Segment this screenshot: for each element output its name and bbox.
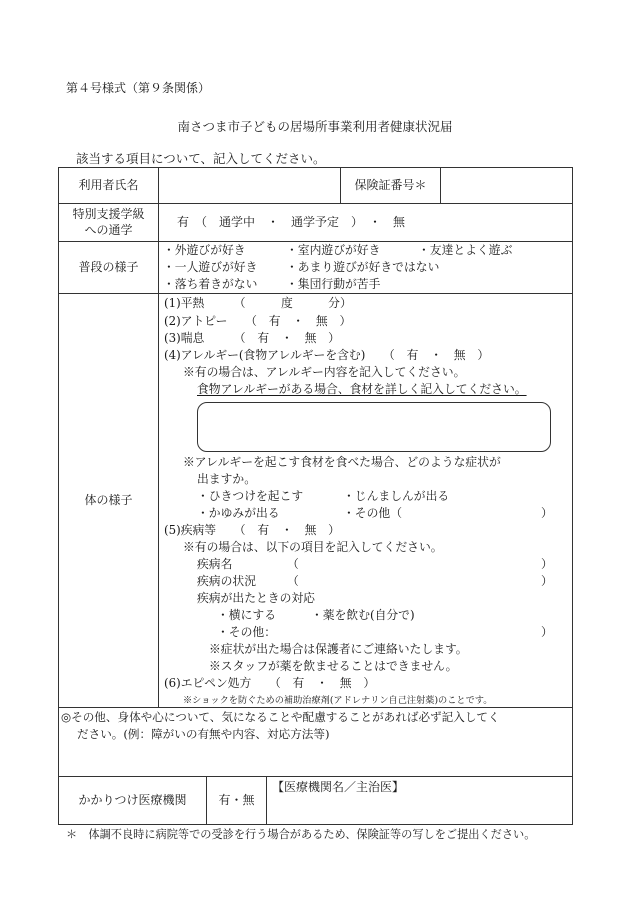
daily-option-group-difficulty[interactable]: ・集団行動が苦手 — [286, 277, 381, 291]
disease-response-label: 疾病が出たときの対応 — [197, 591, 315, 605]
clinic-yes-no[interactable]: 有・無 — [218, 792, 255, 807]
disease-name-label: 疾病名 — [197, 557, 233, 571]
table-border-bottom — [58, 824, 573, 825]
special-class-options[interactable]: 有 （ 通学中 ・ 通学予定 ） ・ 無 — [177, 215, 406, 229]
other-notes-prompt: ◎その他、身体や心について、気になることや配慮することがあれば必ず記入してく — [61, 710, 500, 724]
atopy-item[interactable]: (2)アトピー （ 有 ・ 無 ） — [164, 314, 352, 328]
disease-item[interactable]: (5)疾病等 （ 有 ・ 無 ） — [164, 523, 340, 537]
footer-note: ＊ 体調不良時に病院等での受診を行う場合があるため、保険証等の写しをご提出ください。 — [66, 828, 536, 841]
daily-option-indoor[interactable]: ・室内遊びが好き — [286, 243, 381, 257]
contact-guardian-note: ※症状が出た場合は保護者にご連絡いたします。 — [209, 642, 468, 656]
symptom-question: ※アレルギーを起こす食材を食べた場合、どのような症状が — [183, 455, 501, 469]
paren-open: （ — [287, 574, 299, 588]
symptom-option-itch[interactable]: ・かゆみが出る — [197, 506, 280, 520]
disease-note: ※有の場合は、以下の項目を記入してください。 — [183, 540, 443, 554]
other-notes-prompt-cont: ださい。(例：障がいの有無や内容、対応方法等) — [77, 727, 330, 741]
allergy-item[interactable]: (4)アレルギー(食物アレルギーを含む) （ 有 ・ 無 ） — [164, 348, 490, 362]
daily-option-restless[interactable]: ・落ち着きがない — [163, 277, 258, 291]
label-column-divider — [158, 167, 159, 707]
paren-open: （ — [287, 557, 299, 571]
symptom-question-cont: 出ますか。 — [197, 472, 256, 486]
special-class-label — [59, 204, 158, 241]
epipen-item[interactable]: (6)エピペン処方 （ 有 ・ 無 ） — [164, 676, 376, 690]
asthma-item[interactable]: (3)喘息 （ 有 ・ 無 ） — [164, 331, 340, 345]
row-divider — [58, 707, 573, 708]
user-name-label: 利用者氏名 — [78, 177, 139, 192]
paren-close: ） — [541, 506, 553, 520]
response-option-lie-down[interactable]: ・横にする — [217, 608, 276, 622]
daily-option-outdoor[interactable]: ・外遊びが好き — [163, 243, 246, 257]
user-name-field[interactable] — [159, 168, 340, 203]
food-allergy-note: 食物アレルギーがある場合、食材を詳しく記入してください。 — [197, 382, 527, 396]
staff-medicine-note: ※スタッフが薬を飲ませることはできません。 — [209, 659, 458, 673]
paren-close: ） — [541, 557, 553, 571]
daily-option-friends[interactable]: ・友達とよく遊ぶ — [418, 243, 513, 257]
symptom-option-seizure[interactable]: ・ひきつけを起こす — [197, 489, 304, 503]
family-clinic-label: かかりつけ医療機関 — [78, 792, 187, 807]
symptom-option-other[interactable]: ・その他（ — [343, 506, 402, 520]
special-class-label-line1: 特別支援学級 — [72, 206, 145, 221]
fever-item[interactable]: (1)平熱 （ 度 分） — [164, 296, 352, 310]
insurance-number-field[interactable] — [441, 168, 572, 203]
insurance-number-label: 保険証番号＊ — [354, 177, 427, 192]
epipen-note: ※ショックを防ぐための補助治療剤(アドレナリン自己注射薬)のことです。 — [183, 695, 493, 706]
response-option-other[interactable]: ・その他： — [217, 625, 276, 639]
clinic-name-label: 【医療機関名／主治医】 — [272, 780, 405, 794]
clinic-column-divider — [266, 776, 267, 824]
allergy-detail-box[interactable] — [197, 402, 551, 452]
daily-option-alone[interactable]: ・一人遊びが好き — [163, 260, 258, 274]
table-border-right — [572, 167, 573, 825]
disease-status-label: 疾病の状況 — [197, 574, 256, 588]
allergy-note: ※有の場合は、アレルギー内容を記入してください。 — [183, 365, 466, 379]
special-class-label-line2: への通学 — [84, 222, 133, 237]
paren-close: ） — [541, 625, 553, 639]
paren-close: ） — [541, 574, 553, 588]
daily-option-dislike-play[interactable]: ・あまり遊びが好きではない — [286, 260, 440, 274]
body-condition-label: 体の様子 — [84, 492, 133, 507]
symptom-option-hives[interactable]: ・じんましんが出る — [343, 489, 450, 503]
daily-behavior-label: 普段の様子 — [78, 259, 139, 274]
form-number: 第４号様式（第９条関係） — [66, 81, 211, 95]
form-title: 南さつま市子どもの居場所事業利用者健康状況届 — [177, 119, 453, 134]
instruction-text: 該当する項目について、記入してください。 — [76, 151, 326, 166]
response-option-medicine[interactable]: ・薬を飲む(自分で) — [311, 608, 415, 622]
